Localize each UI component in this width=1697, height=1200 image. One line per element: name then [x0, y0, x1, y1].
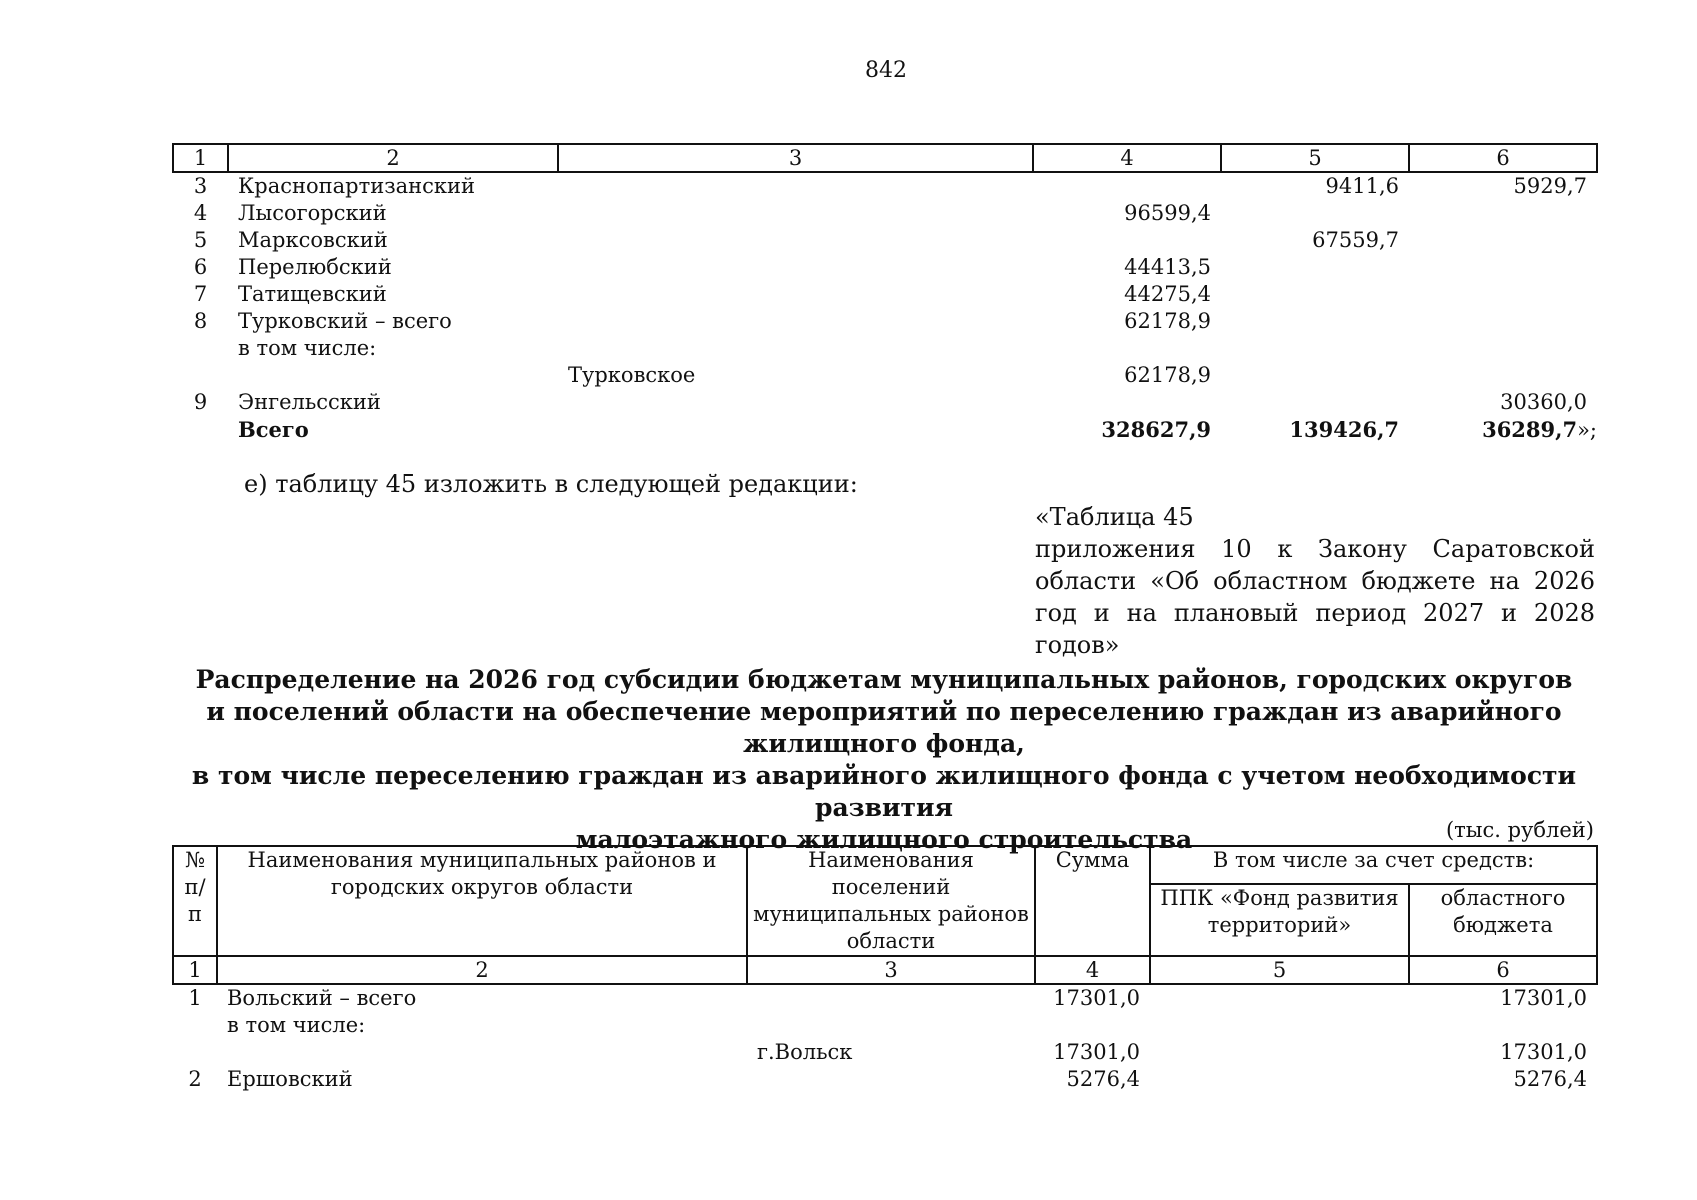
row-number: 8 — [193, 309, 208, 333]
row-c4: 62178,9 — [1124, 363, 1211, 387]
row-c4 — [1033, 227, 1221, 254]
row-c6 — [1409, 1012, 1597, 1039]
row-number: 7 — [193, 282, 208, 306]
table-header-row — [173, 846, 1597, 884]
col-sum-header: Сумма — [1035, 846, 1150, 956]
row-c4 — [1035, 1012, 1150, 1039]
row-name: Ершовский — [227, 1067, 353, 1091]
row-settlement — [558, 281, 1033, 308]
row-number: 4 — [193, 201, 208, 225]
row-c6: 17301,0 — [1500, 1040, 1588, 1064]
row-number: 2 — [188, 1067, 202, 1091]
table-row — [173, 362, 1597, 389]
col-index: 3 — [747, 956, 1035, 984]
table-row — [173, 389, 1597, 416]
row-settlement — [747, 1012, 1035, 1039]
row-c5 — [1221, 281, 1409, 308]
row-c6 — [1409, 200, 1597, 227]
row-settlement — [558, 172, 1033, 200]
row-settlement — [747, 984, 1035, 1012]
col-index: 1 — [173, 144, 228, 172]
row-c4: 5276,4 — [1066, 1067, 1140, 1091]
row-c4 — [1033, 335, 1221, 362]
table-row — [173, 335, 1597, 362]
col-index: 2 — [228, 144, 558, 172]
row-c5 — [1150, 1039, 1409, 1066]
row-c6: 17301,0 — [1500, 986, 1588, 1010]
table-45 — [172, 845, 1598, 1093]
table-row — [173, 227, 1597, 254]
row-c4: 17301,0 — [1053, 1040, 1140, 1064]
col-index: 4 — [1033, 144, 1221, 172]
caption-title: «Таблица 45 — [1035, 503, 1194, 531]
row-name — [217, 1039, 747, 1066]
row-name — [228, 362, 558, 389]
row-name: Лысогорский — [238, 201, 387, 225]
row-c5 — [1221, 335, 1409, 362]
col-c6-header: областного бюджета — [1409, 884, 1597, 956]
table-row — [173, 172, 1597, 200]
row-c5 — [1221, 200, 1409, 227]
row-number — [173, 362, 228, 389]
instruction-text: е) таблицу 45 изложить в следующей редакции: — [244, 470, 858, 498]
row-c6 — [1409, 335, 1597, 362]
row-number: 1 — [188, 986, 202, 1010]
row-settlement — [558, 227, 1033, 254]
heading-line: малоэтажного жилищного строительства — [575, 825, 1193, 854]
col-index: 6 — [1409, 144, 1597, 172]
heading-line: и поселений области на обеспечение мероприятий по переселению граждан из аварийного жилищного фонда, — [206, 697, 1562, 758]
table-continuation — [172, 143, 1598, 444]
row-c6 — [1409, 281, 1597, 308]
col-num-header: № п/п — [173, 846, 217, 956]
total-c6: 36289,7»; — [1482, 417, 1597, 442]
row-c6: 5929,7 — [1513, 174, 1587, 198]
table-index-row — [173, 144, 1597, 172]
table-row — [173, 308, 1597, 335]
row-settlement — [558, 200, 1033, 227]
row-c5 — [1150, 1066, 1409, 1093]
row-c5: 67559,7 — [1312, 228, 1399, 252]
col-name-header: Наименования муниципальных районов и городских округов области — [217, 846, 747, 956]
row-number: 6 — [193, 255, 208, 279]
row-settlement — [747, 1066, 1035, 1093]
row-c6: 5276,4 — [1513, 1067, 1588, 1091]
col-index: 5 — [1150, 956, 1409, 984]
table-row — [173, 984, 1597, 1012]
table-total-row — [173, 416, 1597, 444]
col-c5-header: ППК «Фонд развития территорий» — [1150, 884, 1409, 956]
row-c4: 96599,4 — [1124, 201, 1211, 225]
row-c4: 44275,4 — [1124, 282, 1211, 306]
table-row — [173, 1066, 1597, 1093]
total-c4: 328627,9 — [1101, 417, 1211, 442]
row-settlement — [558, 389, 1033, 416]
row-name: Татищевский — [238, 282, 387, 306]
col-index: 2 — [217, 956, 747, 984]
row-settlement — [558, 308, 1033, 335]
row-c6 — [1409, 362, 1597, 389]
table-row — [173, 254, 1597, 281]
row-settlement — [558, 254, 1033, 281]
total-c5: 139426,7 — [1289, 417, 1399, 442]
col-index: 1 — [173, 956, 217, 984]
page-number: 842 — [865, 58, 907, 83]
row-name: Энгельсский — [238, 390, 381, 414]
row-c6: 30360,0 — [1500, 390, 1587, 414]
row-name: Краснопартизанский — [238, 174, 476, 198]
row-c5 — [1221, 254, 1409, 281]
col-group-header: В том числе за счет средств: — [1150, 846, 1597, 884]
row-c5: 9411,6 — [1325, 174, 1399, 198]
caption-body: приложения 10 к Закону Саратовской области «Об областном бюджете на 2026 год и на плановый период 2027 и 2028 годов» — [1035, 535, 1595, 659]
row-number: 9 — [193, 390, 208, 414]
row-settlement: г.Вольск — [757, 1040, 853, 1064]
row-name: в том числе: — [227, 1013, 366, 1037]
row-c5 — [1150, 984, 1409, 1012]
row-name: в том числе: — [238, 336, 377, 360]
table-row — [173, 1012, 1597, 1039]
row-name: Вольский – всего — [227, 986, 417, 1010]
row-c4: 17301,0 — [1053, 986, 1140, 1010]
row-c4 — [1033, 172, 1221, 200]
heading-line: Распределение на 2026 год субсидии бюджетам муниципальных районов, городских округов — [195, 665, 1573, 694]
row-c6 — [1409, 227, 1597, 254]
row-number — [173, 1039, 217, 1066]
row-c5 — [1221, 362, 1409, 389]
row-c6 — [1409, 308, 1597, 335]
row-name: Марксовский — [238, 228, 388, 252]
row-name: Турковский – всего — [238, 309, 452, 333]
table-row — [173, 200, 1597, 227]
row-number — [173, 335, 228, 362]
row-c4: 62178,9 — [1124, 309, 1211, 333]
row-number: 3 — [193, 174, 208, 198]
row-c6 — [1409, 254, 1597, 281]
row-c5 — [1221, 308, 1409, 335]
table-heading — [172, 664, 1596, 856]
col-settlement-header: Наименования поселений муниципальных районов области — [747, 846, 1035, 956]
col-index: 5 — [1221, 144, 1409, 172]
col-index: 4 — [1035, 956, 1150, 984]
row-c4: 44413,5 — [1124, 255, 1211, 279]
table-row — [173, 281, 1597, 308]
row-c4 — [1033, 389, 1221, 416]
col-index: 6 — [1409, 956, 1597, 984]
table-index-row — [173, 956, 1597, 984]
table-caption — [1035, 501, 1595, 661]
total-label: Всего — [238, 417, 309, 442]
row-number: 5 — [193, 228, 208, 252]
row-settlement: Турковское — [568, 363, 696, 387]
heading-line: в том числе переселению граждан из аварийного жилищного фонда с учетом необходимости развития — [191, 761, 1577, 822]
row-c5 — [1221, 389, 1409, 416]
table-row — [173, 1039, 1597, 1066]
row-settlement — [558, 335, 1033, 362]
row-c5 — [1150, 1012, 1409, 1039]
row-name: Перелюбский — [238, 255, 392, 279]
col-index: 3 — [558, 144, 1033, 172]
units-label: (тыс. рублей) — [1445, 818, 1594, 842]
row-number — [173, 1012, 217, 1039]
